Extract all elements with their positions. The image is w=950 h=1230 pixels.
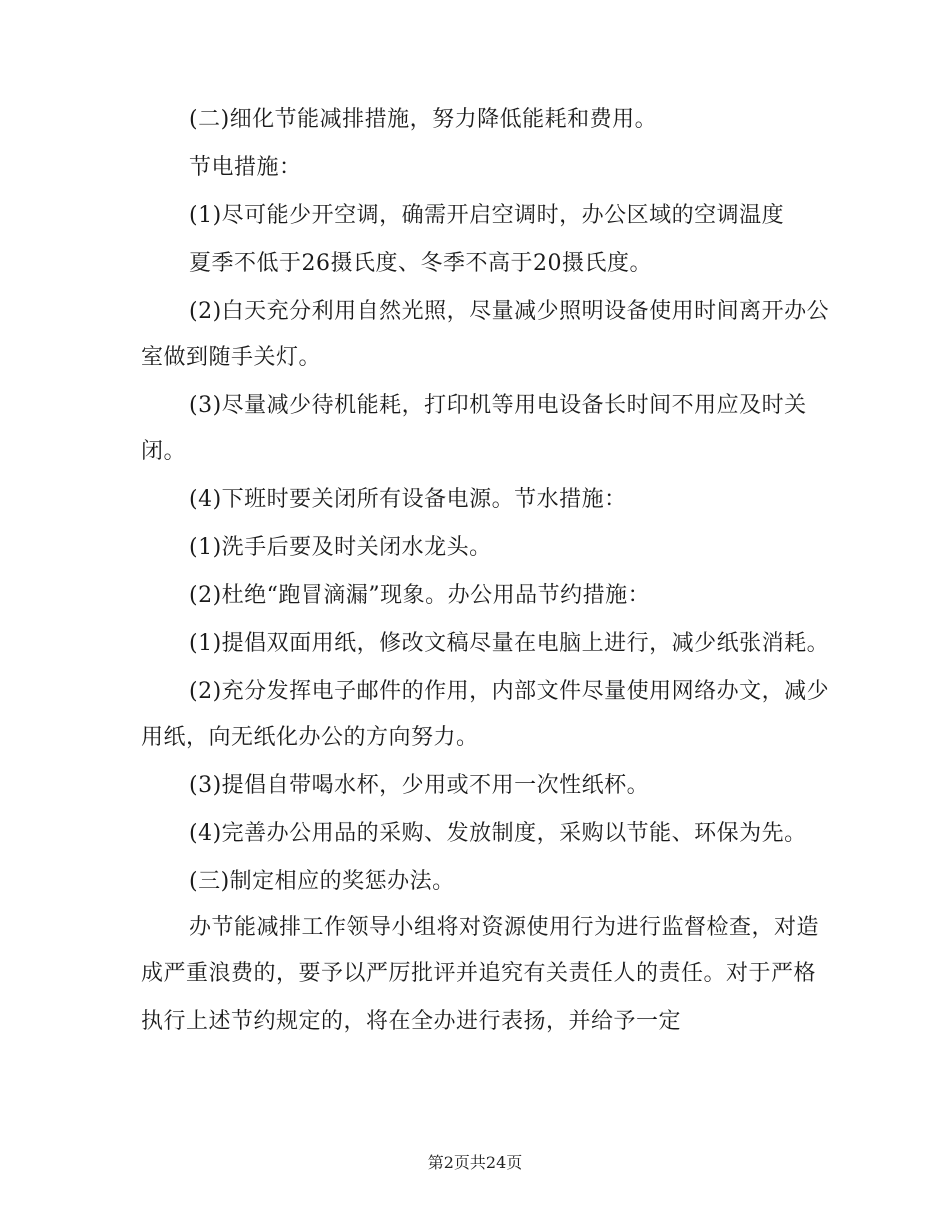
paragraph-line: 夏季不低于26摄氏度、冬季不高于20摄氏度。 [189,251,652,276]
subheading-electricity: 节电措施： [189,155,302,180]
paragraph-line: (4)完善办公用品的采购、发放制度，采购以节能、环保为先。 [189,821,807,846]
section-heading-2: (二)细化节能减排措施，努力降低能耗和费用。 [189,107,658,132]
paragraph-line: 执行上述节约规定的，将在全办进行表扬，并给予一定 [141,1009,682,1034]
paragraph-line: 成严重浪费的，要予以严厉批评并追究有关责任人的责任。对于严格 [141,961,817,986]
section-heading-3: (三)制定相应的奖惩办法。 [189,869,455,894]
paragraph-line: (3)尽量减少待机能耗，打印机等用电设备长时间不用应及时关 [189,393,807,418]
paragraph-line: (4)下班时要关闭所有设备电源。节水措施： [189,487,627,512]
paragraph-line: (2)白天充分利用自然光照，尽量减少照明设备使用时间离开办公 [189,299,830,324]
paragraph-line: (2)杜绝“跑冒滴漏”现象。办公用品节约措施： [189,583,651,608]
paragraph-line: 用纸，向无纸化办公的方向努力。 [141,725,479,750]
paragraph-line: (3)提倡自带喝水杯，少用或不用一次性纸杯。 [189,773,650,798]
paragraph-line: (1)尽可能少开空调，确需开启空调时，办公区域的空调温度 [189,203,785,228]
paragraph-line: (2)充分发挥电子邮件的作用，内部文件尽量使用网络办文，减少 [189,679,830,704]
page-number: 第2页共24页 [427,1153,523,1172]
paragraph-line: (1)提倡双面用纸，修改文稿尽量在电脑上进行，减少纸张消耗。 [189,631,830,656]
paragraph-line: 室做到随手关灯。 [141,345,322,370]
paragraph-line: 办节能减排工作领导小组将对资源使用行为进行监督检查，对造 [189,915,820,940]
paragraph-line: (1)洗手后要及时关闭水龙头。 [189,535,492,560]
paragraph-line: 闭。 [141,439,187,464]
